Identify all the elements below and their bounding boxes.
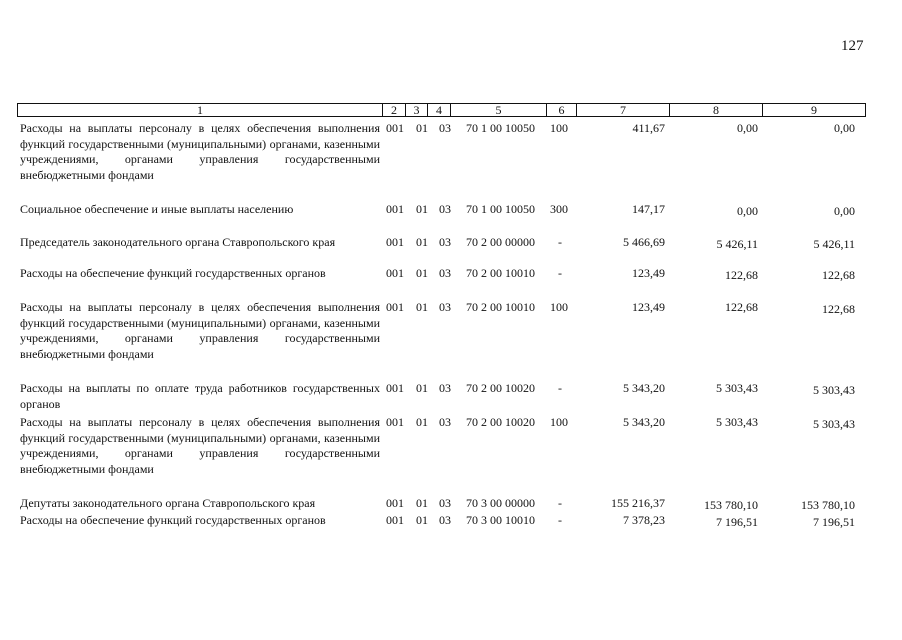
cell-target-article: 70 3 00 10010 bbox=[466, 513, 535, 527]
cell-amount-1: 411,67 bbox=[632, 121, 665, 135]
cell-target-article: 70 1 00 10050 bbox=[466, 121, 535, 135]
cell-amount-2: 5 303,43 bbox=[716, 415, 758, 429]
cell-chapter: 001 bbox=[386, 266, 404, 280]
cell-amount-3: 0,00 bbox=[834, 121, 855, 135]
cell-section: 01 bbox=[416, 202, 428, 216]
cell-expense-type: - bbox=[558, 496, 562, 510]
cell-section: 01 bbox=[416, 121, 428, 135]
cell-chapter: 001 bbox=[386, 496, 404, 510]
cell-section: 01 bbox=[416, 415, 428, 429]
cell-expense-type: - bbox=[558, 266, 562, 280]
cell-amount-2: 122,68 bbox=[725, 300, 758, 314]
cell-target-article: 70 3 00 00000 bbox=[466, 496, 535, 510]
cell-subsection: 03 bbox=[439, 381, 451, 395]
cell-section: 01 bbox=[416, 235, 428, 249]
cell-chapter: 001 bbox=[386, 300, 404, 314]
cell-amount-1: 123,49 bbox=[632, 300, 665, 314]
cell-subsection: 03 bbox=[439, 496, 451, 510]
cell-amount-1: 5 343,20 bbox=[623, 415, 665, 429]
cell-target-article: 70 1 00 10050 bbox=[466, 202, 535, 216]
cell-amount-2: 0,00 bbox=[737, 204, 758, 218]
row-description: Расходы на выплаты персоналу в целях обеспечения выполнения функций государственными (муниципальными) органами, казенными учреждениями, органами управления государственными внебюджетными фондами bbox=[20, 121, 380, 182]
header-col-1: 1 bbox=[197, 103, 203, 117]
header-col-6: 6 bbox=[558, 103, 565, 117]
cell-target-article: 70 2 00 10010 bbox=[466, 266, 535, 280]
header-col-2: 2 bbox=[391, 103, 397, 117]
page-number: 127 bbox=[841, 38, 864, 54]
cell-amount-3: 5 426,11 bbox=[813, 237, 855, 251]
header-col-4: 4 bbox=[436, 103, 442, 117]
cell-expense-type: 100 bbox=[550, 300, 568, 314]
cell-expense-type: - bbox=[558, 513, 562, 527]
cell-chapter: 001 bbox=[386, 121, 404, 135]
header-col-3: 3 bbox=[413, 103, 420, 117]
row-description: Расходы на обеспечение функций государственных органов bbox=[20, 513, 326, 527]
cell-expense-type: 100 bbox=[550, 121, 568, 135]
cell-subsection: 03 bbox=[439, 513, 451, 527]
cell-subsection: 03 bbox=[439, 300, 451, 314]
cell-expense-type: 100 bbox=[550, 415, 568, 429]
row-description: Социальное обеспечение и иные выплаты населению bbox=[20, 202, 294, 216]
cell-amount-1: 123,49 bbox=[632, 266, 665, 280]
cell-section: 01 bbox=[416, 496, 428, 510]
cell-amount-3: 122,68 bbox=[822, 268, 855, 282]
row-description: Расходы на обеспечение функций государственных органов bbox=[20, 266, 326, 280]
cell-amount-2: 122,68 bbox=[725, 268, 758, 282]
cell-expense-type: 300 bbox=[550, 202, 568, 216]
header-col-7: 7 bbox=[620, 103, 626, 117]
cell-chapter: 001 bbox=[386, 202, 404, 216]
cell-expense-type: - bbox=[558, 235, 562, 249]
cell-amount-1: 5 343,20 bbox=[623, 381, 665, 395]
cell-amount-2: 0,00 bbox=[737, 121, 758, 135]
cell-subsection: 03 bbox=[439, 415, 451, 429]
cell-subsection: 03 bbox=[439, 266, 451, 280]
cell-amount-2: 5 426,11 bbox=[716, 237, 758, 251]
table-header bbox=[17, 103, 866, 117]
cell-target-article: 70 2 00 10020 bbox=[466, 381, 535, 395]
cell-amount-3: 0,00 bbox=[834, 204, 855, 218]
row-description: Расходы на выплаты персоналу в целях обеспечения выполнения функций государственными (муниципальными) органами, казенными учреждениями, органами управления государственными внебюджетными фондами bbox=[20, 300, 380, 361]
cell-amount-3: 7 196,51 bbox=[813, 515, 855, 529]
cell-amount-1: 147,17 bbox=[632, 202, 665, 216]
cell-amount-1: 5 466,69 bbox=[623, 235, 665, 249]
row-description: Расходы на выплаты по оплате труда работников государственных органов bbox=[20, 381, 380, 411]
cell-amount-1: 7 378,23 bbox=[623, 513, 665, 527]
row-description: Председатель законодательного органа Ставропольского края bbox=[20, 235, 336, 249]
header-col-5: 5 bbox=[495, 103, 502, 117]
cell-subsection: 03 bbox=[439, 235, 451, 249]
cell-amount-2: 7 196,51 bbox=[716, 515, 758, 529]
row-description: Расходы на выплаты персоналу в целях обеспечения выполнения функций государственными (муниципальными) органами, казенными учреждениями, органами управления государственными внебюджетными фондами bbox=[20, 415, 380, 476]
cell-amount-3: 122,68 bbox=[822, 302, 855, 316]
cell-amount-3: 5 303,43 bbox=[813, 383, 855, 397]
cell-section: 01 bbox=[416, 300, 428, 314]
header-col-8: 8 bbox=[713, 103, 719, 117]
cell-target-article: 70 2 00 10010 bbox=[466, 300, 535, 314]
cell-chapter: 001 bbox=[386, 235, 404, 249]
cell-subsection: 03 bbox=[439, 121, 451, 135]
cell-amount-2: 5 303,43 bbox=[716, 381, 758, 395]
cell-section: 01 bbox=[416, 381, 428, 395]
cell-target-article: 70 2 00 00000 bbox=[466, 235, 535, 249]
cell-subsection: 03 bbox=[439, 202, 451, 216]
cell-chapter: 001 bbox=[386, 381, 404, 395]
cell-section: 01 bbox=[416, 266, 428, 280]
cell-amount-3: 5 303,43 bbox=[813, 417, 855, 431]
cell-amount-1: 155 216,37 bbox=[611, 496, 665, 510]
cell-chapter: 001 bbox=[386, 513, 404, 527]
cell-expense-type: - bbox=[558, 381, 562, 395]
cell-section: 01 bbox=[416, 513, 428, 527]
cell-amount-2: 153 780,10 bbox=[704, 498, 758, 512]
cell-target-article: 70 2 00 10020 bbox=[466, 415, 535, 429]
header-col-9: 9 bbox=[811, 103, 817, 117]
row-description: Депутаты законодательного органа Ставропольского края bbox=[20, 496, 316, 510]
cell-chapter: 001 bbox=[386, 415, 404, 429]
cell-amount-3: 153 780,10 bbox=[801, 498, 855, 512]
